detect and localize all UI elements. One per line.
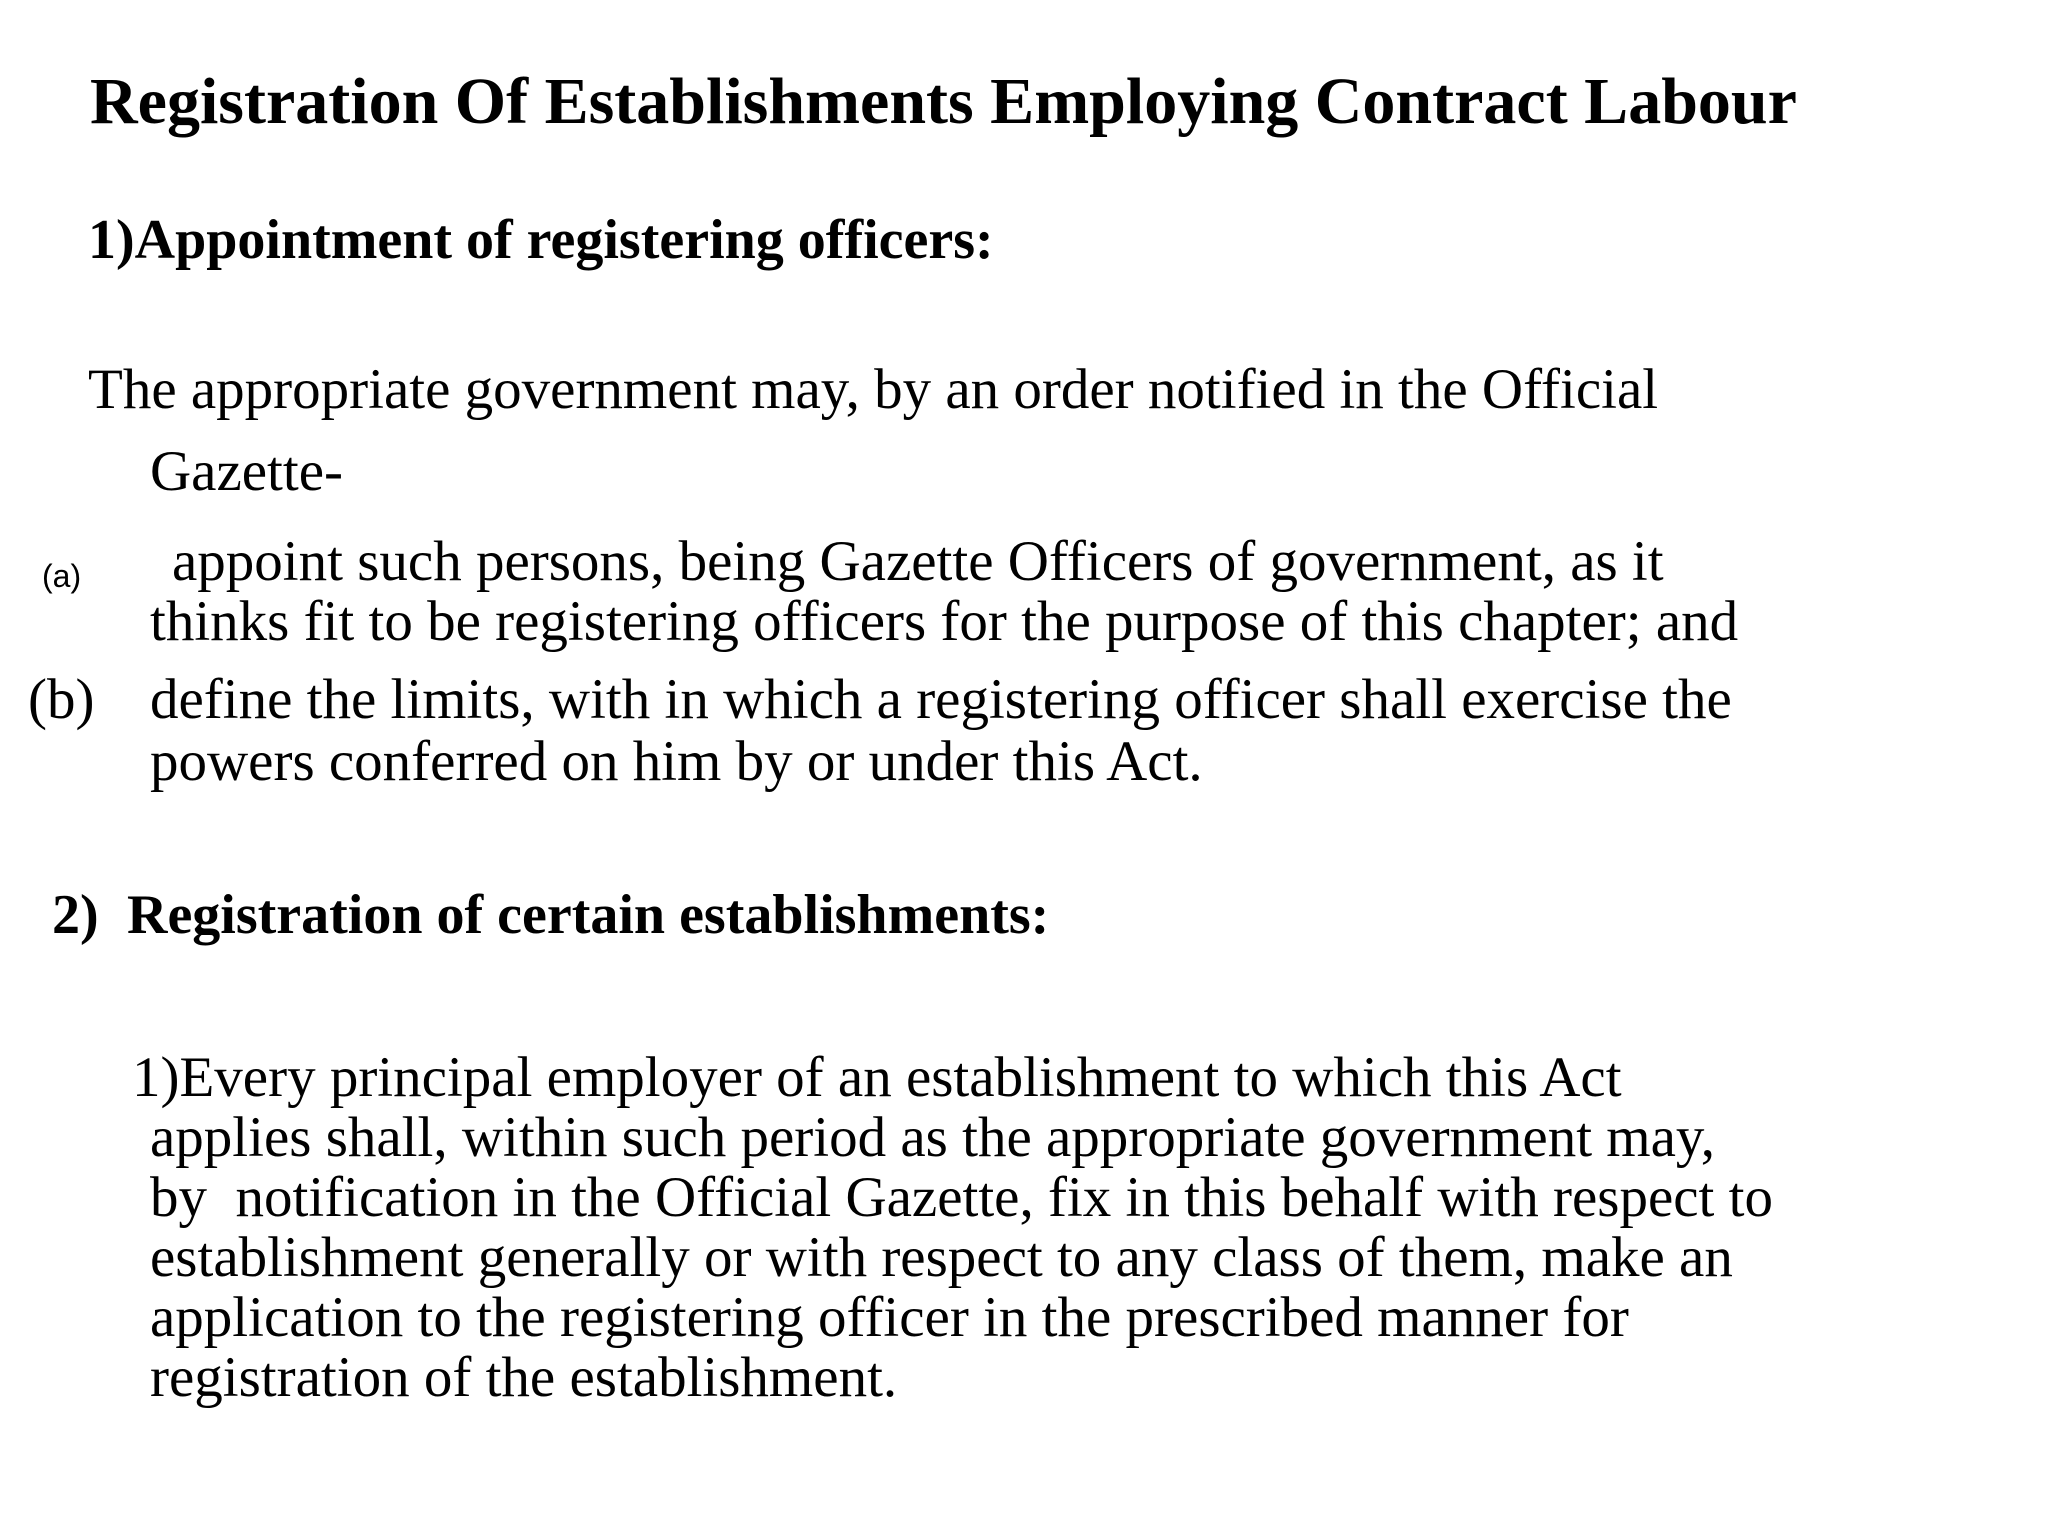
list-item-line: appoint such persons, being Gazette Officers of government, as it <box>172 530 1664 593</box>
section-heading: 1)Appointment of registering officers: <box>88 209 994 271</box>
paragraph-line: establishment generally or with respect to any class of them, make an <box>150 1226 1733 1289</box>
list-item-line: define the limits, with in which a registering officer shall exercise the <box>150 668 1732 731</box>
list-marker: (a) <box>42 558 82 594</box>
paragraph-line: application to the registering officer in the prescribed manner for <box>150 1286 1629 1349</box>
paragraph-line: registration of the establishment. <box>150 1346 898 1409</box>
list-item-line: thinks fit to be registering officers for the purpose of this chapter; and <box>150 590 1739 653</box>
section-number: 2) <box>52 884 99 946</box>
intro-text-line: Gazette- <box>150 440 344 503</box>
paragraph-line: by notification in the Official Gazette, fix in this behalf with respect to <box>150 1166 1773 1229</box>
paragraph-line: applies shall, within such period as the appropriate government may, <box>150 1106 1715 1169</box>
paragraph-line: 1)Every principal employer of an establishment to which this Act <box>132 1046 1622 1109</box>
list-marker: (b) <box>28 668 95 731</box>
page-title: Registration Of Establishments Employing Contract Labour <box>90 65 1797 138</box>
list-item-line: powers conferred on him by or under this Act. <box>150 730 1203 793</box>
section-heading: Registration of certain establishments: <box>127 884 1050 946</box>
intro-text-line: The appropriate government may, by an order notified in the Official <box>88 358 1659 421</box>
